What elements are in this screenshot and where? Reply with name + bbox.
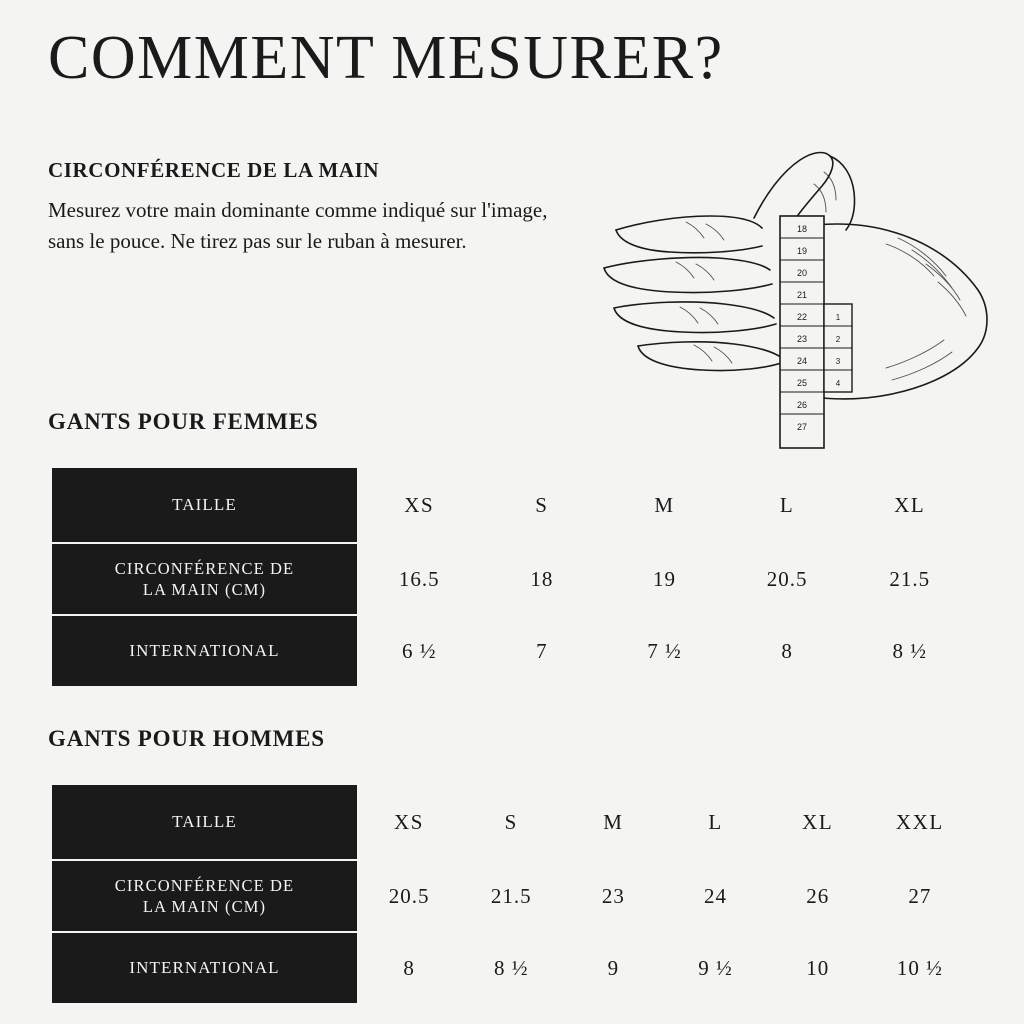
intro-block — [48, 158, 568, 257]
table-cell: 26 — [767, 860, 869, 932]
table-cell: 8 — [726, 615, 849, 687]
svg-text:26: 26 — [796, 400, 808, 410]
table-cell: 8 ½ — [460, 932, 562, 1004]
table-cell: 9 — [562, 932, 664, 1004]
table-cell: 6 ½ — [358, 615, 481, 687]
svg-text:27: 27 — [796, 422, 808, 432]
row-label: INTERNATIONAL — [51, 615, 358, 687]
table-row — [51, 543, 971, 615]
table-cell: L — [664, 784, 766, 860]
row-label-line1: CIRCONFÉRENCE DE — [114, 558, 295, 578]
table-cell: 7 ½ — [603, 615, 726, 687]
table-cell: XL — [848, 467, 971, 543]
table-cell: 16.5 — [358, 543, 481, 615]
table-cell: 10 — [767, 932, 869, 1004]
hand-illustration — [586, 118, 1006, 458]
table-cell: 7 — [481, 615, 604, 687]
table-row — [51, 615, 971, 687]
table-cell: XS — [358, 784, 460, 860]
svg-text:19: 19 — [796, 246, 808, 256]
svg-text:2: 2 — [835, 335, 841, 344]
row-label — [51, 543, 358, 615]
table-cell: XS — [358, 467, 481, 543]
intro-text: Mesurez votre main dominante comme indiqué sur l'image, sans le pouce. Ne tirez pas sur le ruban à mesurer. — [48, 198, 548, 254]
women-section-heading: GANTS POUR FEMMES — [48, 409, 319, 434]
table-row — [51, 932, 971, 1004]
table-cell: 23 — [562, 860, 664, 932]
table-cell: 18 — [481, 543, 604, 615]
svg-text:22: 22 — [796, 312, 808, 322]
row-label-line1: CIRCONFÉRENCE DE — [114, 875, 295, 895]
table-cell: M — [562, 784, 664, 860]
svg-text:21: 21 — [796, 290, 808, 300]
table-cell: 20.5 — [358, 860, 460, 932]
table-cell: 27 — [869, 860, 971, 932]
page-title: COMMENT MESURER? — [48, 24, 724, 92]
svg-text:24: 24 — [796, 356, 808, 366]
table-cell: L — [726, 467, 849, 543]
row-label: TAILLE — [51, 784, 358, 860]
table-cell: 8 ½ — [848, 615, 971, 687]
row-label-line2: LA MAIN (CM) — [142, 580, 267, 599]
svg-text:20: 20 — [796, 268, 808, 278]
table-cell: 20.5 — [726, 543, 849, 615]
table-cell: M — [603, 467, 726, 543]
men-section-heading: GANTS POUR HOMMES — [48, 726, 325, 751]
svg-text:23: 23 — [796, 334, 808, 344]
row-label: INTERNATIONAL — [51, 932, 358, 1004]
table-cell: 10 ½ — [869, 932, 971, 1004]
table-cell: 21.5 — [460, 860, 562, 932]
row-label — [51, 860, 358, 932]
svg-text:4: 4 — [835, 379, 841, 388]
men-size-table — [50, 783, 972, 1005]
table-cell: 21.5 — [848, 543, 971, 615]
table-row — [51, 784, 971, 860]
svg-text:18: 18 — [796, 224, 808, 234]
table-cell: XL — [767, 784, 869, 860]
row-label: TAILLE — [51, 467, 358, 543]
row-label-line2: LA MAIN (CM) — [142, 897, 267, 916]
table-cell: 8 — [358, 932, 460, 1004]
table-cell: 19 — [603, 543, 726, 615]
table-cell: 24 — [664, 860, 766, 932]
table-cell: S — [481, 467, 604, 543]
table-cell: 9 ½ — [664, 932, 766, 1004]
svg-text:3: 3 — [835, 357, 841, 366]
table-cell: XXL — [869, 784, 971, 860]
table-row — [51, 467, 971, 543]
table-cell: S — [460, 784, 562, 860]
women-size-table — [50, 466, 972, 688]
svg-text:25: 25 — [796, 378, 808, 388]
intro-heading: CIRCONFÉRENCE DE LA MAIN — [48, 158, 380, 182]
table-row — [51, 860, 971, 932]
svg-text:1: 1 — [835, 313, 841, 322]
